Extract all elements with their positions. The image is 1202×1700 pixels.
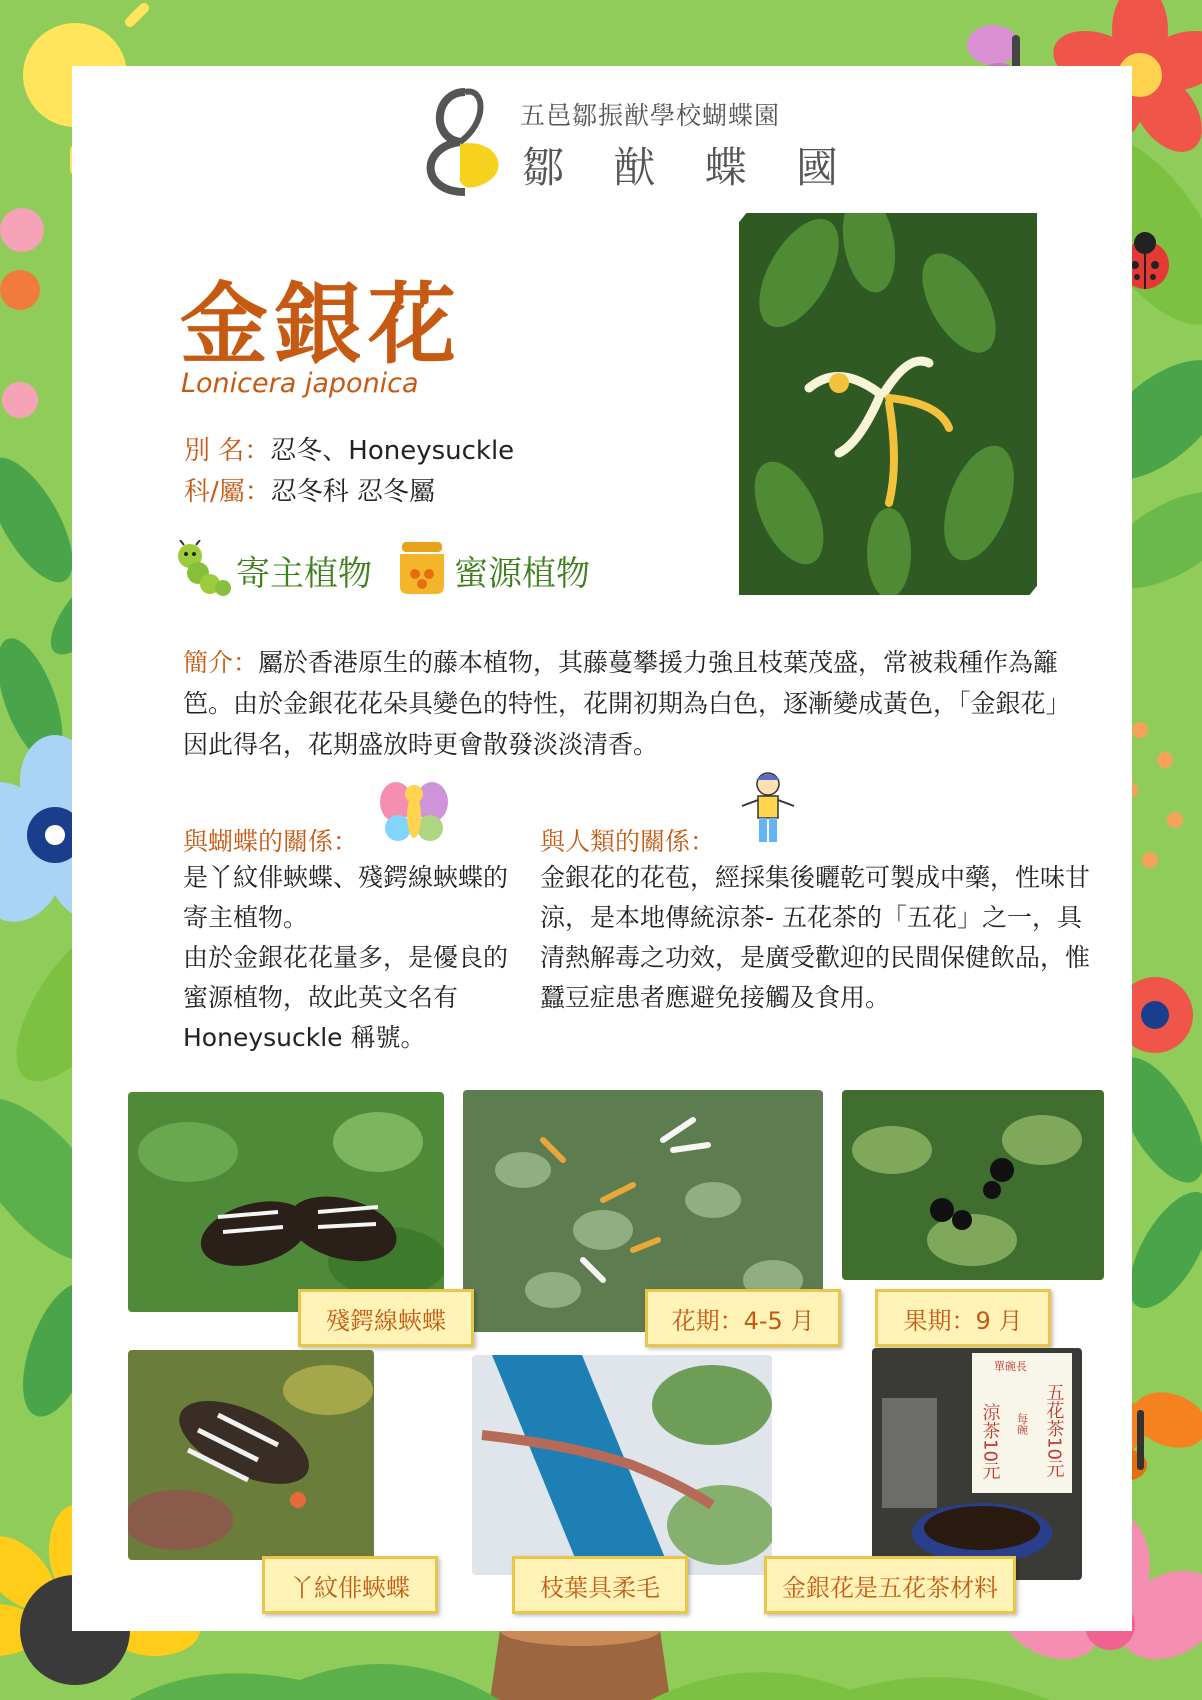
tea-sign-left: 涼茶10元 <box>979 1403 1001 1480</box>
photo-five-flower-tea <box>872 1348 1082 1580</box>
photo-hairy-stem <box>472 1355 772 1575</box>
butterfly-logo-icon <box>410 82 520 202</box>
cartoon-butterfly-icon <box>378 778 450 846</box>
honeysuckle-flower-photo <box>739 213 1037 595</box>
tea-sign-right: 五花茶10元 <box>1043 1383 1065 1478</box>
caption-hairy-stem: 枝葉具柔毛 <box>512 1556 688 1614</box>
intro-text: 屬於香港原生的藤本植物，其藤蔓攀援力強且枝葉茂盛，常被栽種作為籬笆。由於金銀花花朵具變色的特性，花開初期為白色，逐漸變成黃色，「金銀花」因此得名，花期盛放時更會散發淡淡清香。 <box>183 648 1071 759</box>
tea-sign-mid: 每碗 <box>1015 1413 1029 1435</box>
logo-name: 鄒 猷 蝶 國 <box>522 143 857 192</box>
host-plant-tag: 寄主植物 <box>236 554 372 594</box>
butterfly-relation-text <box>183 858 515 1058</box>
caterpillar-icon <box>176 540 232 596</box>
photo-butterfly-2 <box>128 1350 374 1560</box>
butterfly-relation-line2: 由於金銀花花量多，是優良的蜜源植物，故此英文名有 Honeysuckle 稱號。 <box>183 943 509 1052</box>
human-relation-text: 金銀花的花苞，經採集後曬乾可製成中藥，性味甘涼，是本地傳統涼茶- 五花茶的「五花」之一，具清熱解毒之功效，是廣受歡迎的民間保健飲品，惟蠶豆症患者應避免接觸及食用。 <box>540 863 1091 1012</box>
alias-row <box>184 430 514 467</box>
photo-butterfly-1 <box>128 1092 444 1312</box>
caption-tea-material: 金銀花是五花茶材料 <box>764 1556 1016 1614</box>
logo-subtitle: 五邑鄒振猷學校蝴蝶園 <box>520 101 781 130</box>
caption-fruiting-period: 果期：9 月 <box>875 1289 1051 1347</box>
caption-butterfly-1: 殘鍔線蛺蝶 <box>298 1289 474 1347</box>
alias-label: 別 名： <box>184 436 271 466</box>
cartoon-boy-icon <box>738 770 798 850</box>
butterfly-relation-heading: 與蝴蝶的關係： <box>183 827 359 856</box>
human-relation-heading: 與人類的關係： <box>540 827 716 856</box>
tea-sign-top: 單碗長 <box>994 1360 1027 1373</box>
plant-name-title: 金銀花 <box>180 273 463 376</box>
family-value: 忍冬科 忍冬屬 <box>270 477 436 507</box>
nectar-plant-tag: 蜜源植物 <box>454 554 590 594</box>
family-row <box>184 471 435 508</box>
intro-label: 簡介： <box>183 648 259 677</box>
alias-value: 忍冬、Honeysuckle <box>270 436 515 466</box>
family-label: 科/屬： <box>184 477 271 507</box>
honey-jar-icon <box>396 540 448 596</box>
intro-paragraph <box>183 642 1073 765</box>
caption-butterfly-2: 丫紋俳蛺蝶 <box>262 1556 438 1614</box>
main-photo-frame <box>728 204 1048 604</box>
latin-name: Lonicera japonica <box>181 368 419 399</box>
photo-fruit <box>842 1090 1104 1280</box>
butterfly-relation-line1: 是丫紋俳蛺蝶、殘鍔線蛺蝶的寄主植物。 <box>183 863 509 932</box>
caption-flowering-period: 花期：4-5 月 <box>645 1289 841 1347</box>
